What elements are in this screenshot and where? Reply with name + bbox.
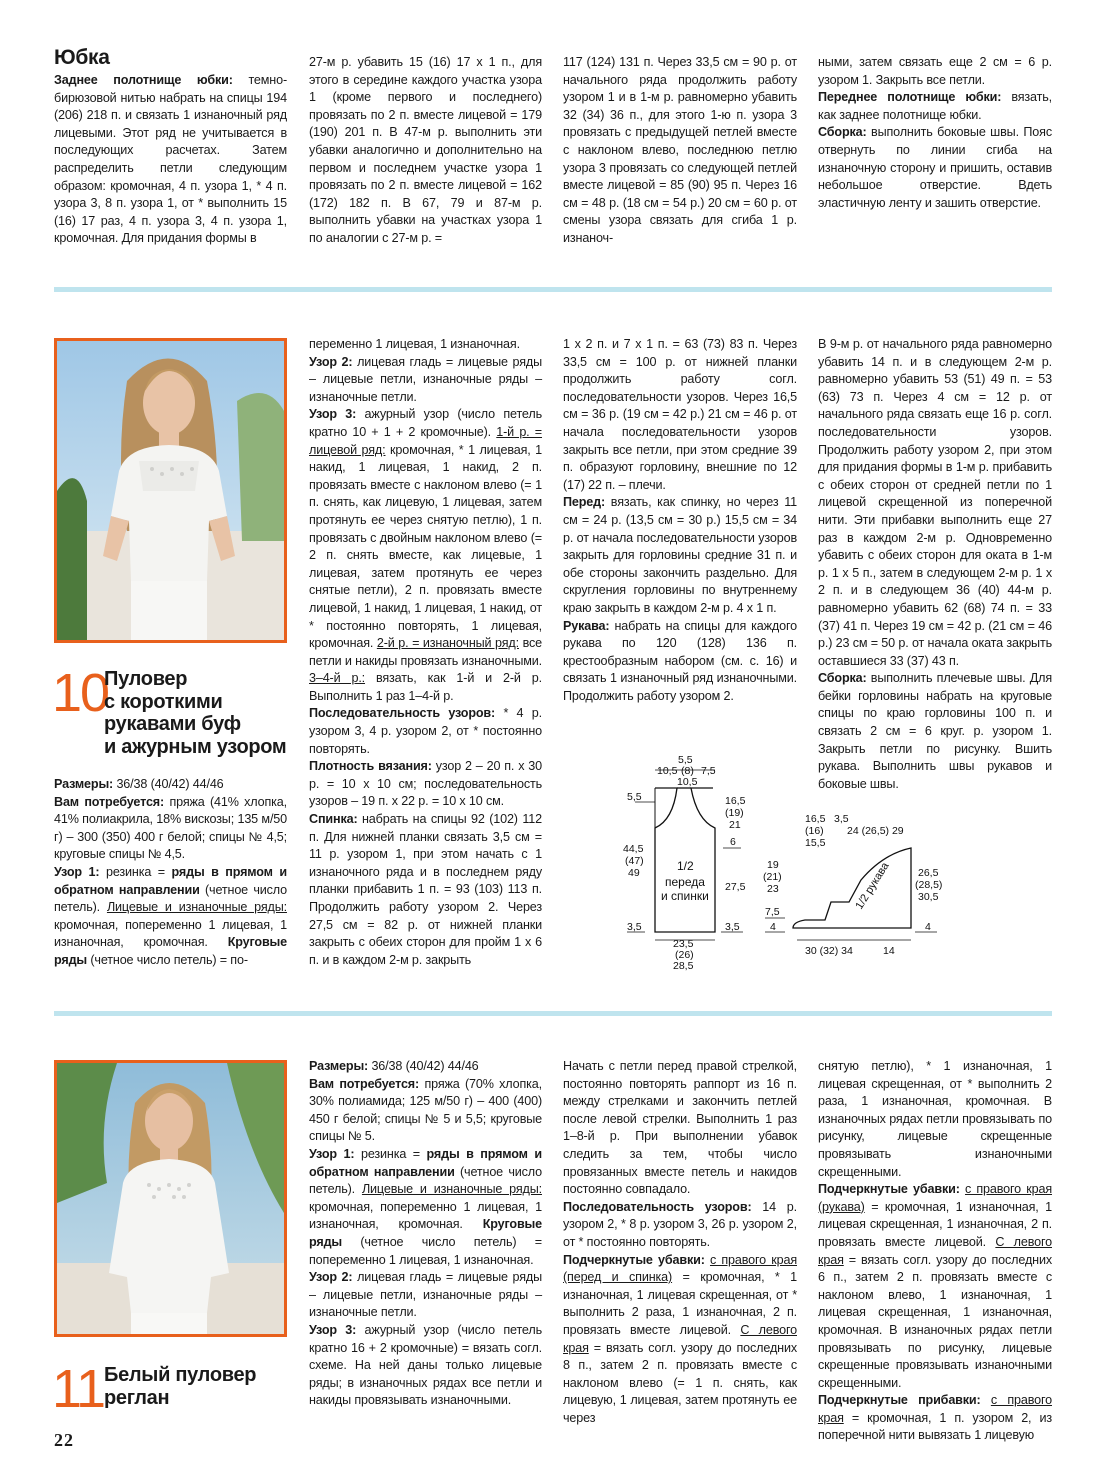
pattern10-col-2 xyxy=(309,336,542,969)
scheme-label: 49 xyxy=(628,867,640,879)
pattern11-col-4 xyxy=(818,1058,1052,1445)
model-photo-pullover-11 xyxy=(54,1060,287,1337)
bold-run: Подчеркнутые прибавки: xyxy=(818,1393,991,1408)
pattern10-col-4 xyxy=(818,336,1052,793)
text-run: темно-бирюзовой нитью набрать на спицы 194 (206) 218 п. и связать 1 изнаночный ряд лицевыми. Этот ряд не учитывается в последующих расчетах. Затем распределить петли следующим образом: кромочная, 4 п. узора 1, * 4 п. узора 3, 8 п. узора 1, от * выполнить 15 (16) 17 раз, 4 п. узора 3, 4 п. узора 1, кромочная. Для придания формы в xyxy=(54,73,287,246)
text-run: ажурный узор (число петель кратно 10 + 1 + 2 кромочные). xyxy=(309,407,542,439)
scheme-label: 4 xyxy=(925,921,931,933)
scheme-label: (8) xyxy=(681,765,694,777)
pattern-title-line: и ажурным узором xyxy=(104,735,287,758)
text-run: 36/38 (40/42) 44/46 xyxy=(116,777,224,791)
text-run: * 4 р. узором 3, 4 р. узором 2, от * постоянно повторять. xyxy=(309,706,542,756)
bold-run: Вам потребуется: xyxy=(309,1076,425,1091)
scheme-label: 10,5 xyxy=(677,776,698,788)
text-run: выполнить плечевые швы. Для бейки горловины набрать на круговые спицы по краю горловины 100 п. и связать 2 см = 6 круг. р. узором 1. Закрыть петли по рисунку. Вшить рукава. Выполнить швы рукавов и боковые швы. xyxy=(818,671,1052,791)
bold-run: Узор 2: xyxy=(309,354,358,369)
underlined-run: с правого края xyxy=(818,1393,1052,1425)
skirt-title: Юбка xyxy=(54,46,110,69)
scheme-label: (26) xyxy=(675,949,694,961)
underlined-run: 2-й р. = изнаночный ряд: xyxy=(376,636,519,651)
bold-run: Последовательность узоров: xyxy=(309,706,504,721)
scheme-label: 7,5 xyxy=(701,765,716,777)
text-run: = вязать согл. узору до последних 6 п., затем 2 п. провязать вместе с наклоном влево, 1 изнаночная, 1 лицевая скрещенная, 1 изнаночная, кромочная. В изнаночных рядах петли провязывать по рисунку, лицевые скрещенные провязывать изнаночными скрещенными. xyxy=(818,1252,1052,1390)
pattern-title-line: Белый пуловер xyxy=(104,1364,257,1386)
section-divider xyxy=(54,287,1052,292)
scheme-label: 14 xyxy=(883,945,895,957)
text-run: вязать, как заднее полотнище юбки. xyxy=(818,90,1052,122)
underlined-run: С левого края xyxy=(818,1234,1052,1267)
scheme-label: 10,5 xyxy=(657,765,678,777)
bold-run: Спинка: xyxy=(309,812,362,827)
text-run: ными, затем связать еще 2 см = 6 р. узором 1. Закрыть все петли. xyxy=(818,55,1052,87)
bold-run: Переднее полотнище юбки: xyxy=(818,90,1012,105)
scheme-label: 4 xyxy=(770,921,776,933)
text-run: = кромочная, * 1 изнаночная, 1 лицевая скрещенная, от * выполнить 2 раза, 1 изнаночная, 2 п. провязать вместе лицевой. xyxy=(563,1270,797,1337)
bold-run: Плотность вязания: xyxy=(309,759,436,774)
text-run: набрать на спицы 92 (102) 112 п. Для нижней планки связать 3,5 см = 11 р. узором 1, при этом начать с 1 изнаночного ряда и в последнем ряду планки прибавить 1 п. = 93 (103) 113 п. Продолжить работу узором 2. Через 27,5 см = 82 р. от нижней планки закрыть с обеих сторон для пройм 1 х 6 п. и в каждом 2-м р. закрыть xyxy=(309,812,542,967)
bold-run: Рукава: xyxy=(563,618,615,633)
text-run: снятую петлю), * 1 изнаночная, 1 лицевая скрещенная, от * выполнить 2 раза, 1 изнаночная, кромочная. В изнаночных рядах петли провязывать по рисунку, лицевые скрещенные провязывать изнаночными скрещенными. xyxy=(818,1059,1052,1179)
text-run: вязать, как 1-й и 2-й р. Выполнить 1 раз 1–4-й р. xyxy=(309,671,542,703)
model-photo-pullover-10 xyxy=(54,338,287,643)
pattern11-col-2 xyxy=(309,1058,542,1410)
bold-run: Узор 2: xyxy=(309,1270,358,1285)
pattern10-col-3 xyxy=(563,336,797,705)
scheme-label: 3,5 xyxy=(725,921,740,933)
text-run: узор 2 – 20 п. х 30 р. = 10 х 10 см; последовательность узоров – 19 п. х 22 р. = 10 х 10 см. xyxy=(309,759,542,809)
bold-run: ряды в прямом и обратном направлении xyxy=(54,864,287,897)
bold-run: Сборка: xyxy=(818,125,872,140)
scheme-label: 26,5 xyxy=(918,867,939,879)
bold-run: Узор 1: xyxy=(309,1146,361,1161)
text-run: выполнить боковые швы. Пояс отвернуть по линии сгиба на изнаночную сторону и пришить, оставив небольшое отверстие. Вдеть эластичную ленту и зашить отверстие. xyxy=(818,125,1052,210)
text-run: (четное число петель) = попеременно 1 лицевая, 1 изнаночная. xyxy=(309,1234,542,1267)
pattern-title-line: Пуловер xyxy=(104,668,188,690)
scheme-label: 16,5 xyxy=(725,795,746,807)
bold-run: Подчеркнутые убавки: xyxy=(563,1252,710,1267)
scheme-label: (19) xyxy=(725,807,744,819)
text-run: лицевая гладь = лицевые ряды – лицевые петли, изнаночные ряды – изнаночные петли. xyxy=(309,354,542,404)
section-divider xyxy=(54,1011,1052,1016)
bold-run: Размеры: xyxy=(54,777,117,791)
scheme-label: (28,5) xyxy=(915,879,943,891)
underlined-run: Лицевые и изнаночные ряды: xyxy=(106,900,287,915)
pullover-scheme xyxy=(615,750,955,980)
body-piece-label: 1/2 xyxy=(677,859,694,873)
underlined-run: 3–4-й р.: xyxy=(309,671,366,686)
text-run: резинка = xyxy=(105,864,172,879)
underlined-run: с правого края (рукава) xyxy=(818,1182,1052,1214)
skirt-col-4 xyxy=(818,54,1052,212)
scheme-label: (47) xyxy=(625,855,644,867)
bold-run: ряды в прямом и обратном направлении xyxy=(309,1146,542,1179)
text-run: 36/38 (40/42) 44/46 xyxy=(371,1059,479,1073)
pattern-title-line: рукавами буф xyxy=(104,713,241,735)
scheme-label: 3,5 xyxy=(834,813,849,825)
bold-run: Узор 3: xyxy=(309,407,365,422)
pattern11-col-3 xyxy=(563,1058,797,1427)
scheme-label: 19 xyxy=(767,859,779,871)
text-run: набрать на спицы для каждого рукава по 120 (128) 136 п. крестообразным набором (см. с. 16) и связать 1 изнаночный ряд изнаночными. Продолжить работу узором 2. xyxy=(563,618,797,703)
scheme-label: 16,5 xyxy=(805,813,826,825)
text-run: пряжа (70% хлопка, 30% полиамида; 125 м/50 г) – 400 (400) 450 г белой; спицы № 5 и 5,5; круговые спицы № 5. xyxy=(309,1076,543,1144)
pattern10-col-1 xyxy=(54,776,287,970)
scheme-label: 24 (26,5) 29 xyxy=(847,825,904,837)
bold-run: Узор 1: xyxy=(54,864,106,879)
bold-run: Перед: xyxy=(563,495,611,510)
scheme-label: 21 xyxy=(729,819,741,831)
text-run: резинка = xyxy=(360,1146,427,1161)
text-run: вязать, как спинку, но через 11 см = 24 р. (13,5 см = 30 р.) 15,5 см = 34 р. от начала последовательности узоров закрыть для горловины средние 31 п. и обе стороны закончить раздельно. Для скругления горловины по внутреннему краю закрыть в каждом 2-м р. 4 х 1 п. xyxy=(563,495,798,615)
scheme-label: 44,5 xyxy=(623,843,644,855)
scheme-label: 3,5 xyxy=(627,921,642,933)
pattern-number-11: 11 xyxy=(52,1359,105,1419)
pattern-title-line: с короткими xyxy=(104,690,223,713)
text-run: (четное число петель). xyxy=(309,1164,542,1197)
scheme-label: 5,5 xyxy=(627,791,642,803)
bold-run: Узор 3: xyxy=(309,1322,365,1337)
text-run: кромочная, попеременно 1 лицевая, 1 изнаночная, кромочная. xyxy=(54,917,287,950)
text-run: = вязать согл. узору до последних 8 п., затем 2 п. провязать вместе с наклоном влево (= 1 п. снять, как лицевую, 1 лицевая, затем протянуть ее через xyxy=(563,1340,797,1425)
scheme-label: 6 xyxy=(730,836,736,848)
bold-run: Вам потребуется: xyxy=(54,794,170,809)
scheme-label: 5,5 xyxy=(678,754,693,766)
pattern-number-10: 10 xyxy=(52,663,109,723)
skirt-col-3: 117 (124) 131 п. Через 33,5 см = 90 р. от начального ряда продолжить работу узором 1 и в 1-м р. равномерно убавить 32 (34) 36 п., для этого 1-ю п. узора 3 провязать с предыдущей петлей вместе с наклоном влево, последнюю петлю узора 3 провязать со следующей петлей вместе лицевой = 85 (90) 95 п. Через 16 см = 48 р. (18 см = 54 р.) 20 см = 60 р. от смены узора связать для сгиба 1 р. изнаноч- xyxy=(563,55,797,245)
pattern-title-11 xyxy=(104,1364,294,1409)
sleeve-piece-label: 1/2 рукава xyxy=(853,860,892,912)
text-run: ажурный узор (число петель кратно 16 + 2 кромочные) = вязать согл. схеме. На ней даны только лицевые ряды; в изнаночных рядах все петли и накиды провязывать изнаночными. xyxy=(309,1322,542,1408)
scheme-label: 7,5 xyxy=(765,906,780,918)
scheme-label: (21) xyxy=(763,871,782,883)
text-run: (четное число петель). xyxy=(54,882,287,915)
sleeve-outline xyxy=(793,848,911,928)
bold-run: Сборка: xyxy=(818,671,871,686)
scheme-label: 28,5 xyxy=(673,960,694,972)
skirt-col-1 xyxy=(54,72,287,248)
text-run: = кромочная, 1 изнаночная, 1 лицевая скрещенная, 1 изнаночная, 2 п. провязать вместе лицевой. xyxy=(818,1199,1052,1249)
text-run: Начать с петли перед правой стрелкой, постоянно повторять раппорт из 16 п. между стрелками и закончить петлей после левой стрелки. Выполнить 1 раз 1–8-й р. При выполнении убавок следить за тем, чтобы число провязанных вместе петель и накидов постоянно совпадало. xyxy=(563,1059,797,1197)
body-piece-label: переда xyxy=(665,875,705,889)
bold-run: Заднее полотнище юбки: xyxy=(54,73,249,87)
body-piece-label: и спинки xyxy=(661,889,709,903)
underlined-run: С левого края xyxy=(563,1322,797,1355)
text-run: все петли и накиды провязать изнаночными. xyxy=(309,636,542,668)
underlined-run: Лицевые и изнаночные ряды: xyxy=(361,1182,542,1197)
pattern-title-10 xyxy=(104,668,294,758)
text-run: кромочная, * 1 лицевая, 1 накид, 1 лицевая, 1 накид, 2 п. провязать вместе с наклоном влево (= 1 п. снять, как лицевую, 1 лицевая, затем протянуть ее через снятую петлю), 1 п. провязать с двойным наклоном влево (= 2 п. снять вместе, как лицевые, 1 лицевая, затем протянуть ее через снятые петли), 2 п. провязать вместе лицевой, 1 накид, 1 лицевая, 1 накид, от * постоянно повторять, 1 лицевая, кромочная. xyxy=(309,442,542,651)
scheme-label: (16) xyxy=(805,825,824,837)
page-number: 22 xyxy=(54,1430,74,1450)
skirt-col-2: 27-м р. убавить 15 (16) 17 х 1 п., для этого в середине каждого участка узора 1 (кроме первого и последнего) провязать по 2 п. вместе лицевой = 179 (190) 201 п. В 47-м р. выполнить эти убавки аналогично и дополнительно на первом и последнем участке узора 1 провязать по 2 п. вместе лицевой = 162 (172) 182 п. В 67, 79 и 87-м р. выполнить убавки на участках узора 1 по аналогии с 27-м р. = xyxy=(309,55,542,245)
text-run: В 9-м р. от начального ряда равномерно убавить 14 п. и в следующем 2-м р. равномерно убавить 53 (51) 49 п. = 53 (63) 73 п. Через 4 см = 12 р. от начального ряда связать еще 16 р. согл. последовательности узоров. Продолжить работу узором 2, при этом для придания формы в 1-м р. прибавить с обеих сторон от средней петли по 1 лицевой скрещенной из поперечной нити. Эти прибавки выполнить еще 27 раз в каждом 2-м р. Одновременно убавить с обеих сторон для оката в 1-м р. 1 х 5 п., затем в следующем 2-м р. 1 х 2 п. и в следующем 36 (40) 44-м р. равномерно убавить 62 (68) 74 п. = 33 (37) 41 п. Через 19 см = 42 р. (21 см = 46 р.) 23 см = 50 р. от начала оката закрыть оставшиеся 33 (37) 43 п. xyxy=(818,337,1052,668)
text-run: пряжа (41% хлопка, 41% полиакрила, 18% вискозы; 135 м/50 г) – 300 (350) 400 г белой; спицы № 4,5; круговые спицы № 4,5. xyxy=(54,794,288,862)
scheme-label: 15,5 xyxy=(805,837,826,849)
bold-run: Размеры: xyxy=(309,1059,372,1073)
bold-run: Круговые ряды xyxy=(54,935,287,967)
text-run: кромочная, попеременно 1 лицевая, 1 изнаночная, кромочная. xyxy=(309,1199,542,1232)
underlined-run: 1-й р. = лицевой ряд: xyxy=(309,424,543,457)
text-run: = кромочная, 1 п. узором 2, из поперечной нити вывязать 1 лицевую xyxy=(818,1410,1052,1443)
bold-run: Круговые ряды xyxy=(309,1217,542,1249)
bold-run: Подчеркнутые убавки: xyxy=(818,1182,965,1197)
pattern-title-line: реглан xyxy=(104,1386,170,1409)
text-run: переменно 1 лицевая, 1 изнаночная. xyxy=(309,337,520,351)
text-run: (четное число петель) = по- xyxy=(87,952,248,967)
scheme-label: 23,5 xyxy=(673,938,694,950)
text-run: 1 х 2 п. и 7 х 1 п. = 63 (73) 83 п. Через 33,5 см = 100 р. от нижней планки продолжить работу согл. последовательности узоров. Через 16,5 см = 36 р. (19 см = 42 р.) 21 см = 46 р. от начала последовательности узоров закрыть все петли, при этом средние 39 п. образуют горловину, внешние по 12 (17) 22 п. – плечи. xyxy=(563,337,797,492)
underlined-run: с правого края (перед и спинка) xyxy=(563,1252,797,1285)
scheme-label: 30 (32) 34 xyxy=(805,945,853,957)
text-run: 14 р. узором 2, * 8 р. узором 3, 26 р. узором 2, от * постоянно повторять. xyxy=(563,1199,797,1249)
scheme-label: 30,5 xyxy=(918,891,939,903)
scheme-label: 27,5 xyxy=(725,881,746,893)
bold-run: Последовательность узоров: xyxy=(563,1199,763,1214)
scheme-label: 23 xyxy=(767,883,779,895)
text-run: лицевая гладь = лицевые ряды – лицевые петли, изнаночные ряды – изнаночные петли. xyxy=(309,1270,542,1320)
